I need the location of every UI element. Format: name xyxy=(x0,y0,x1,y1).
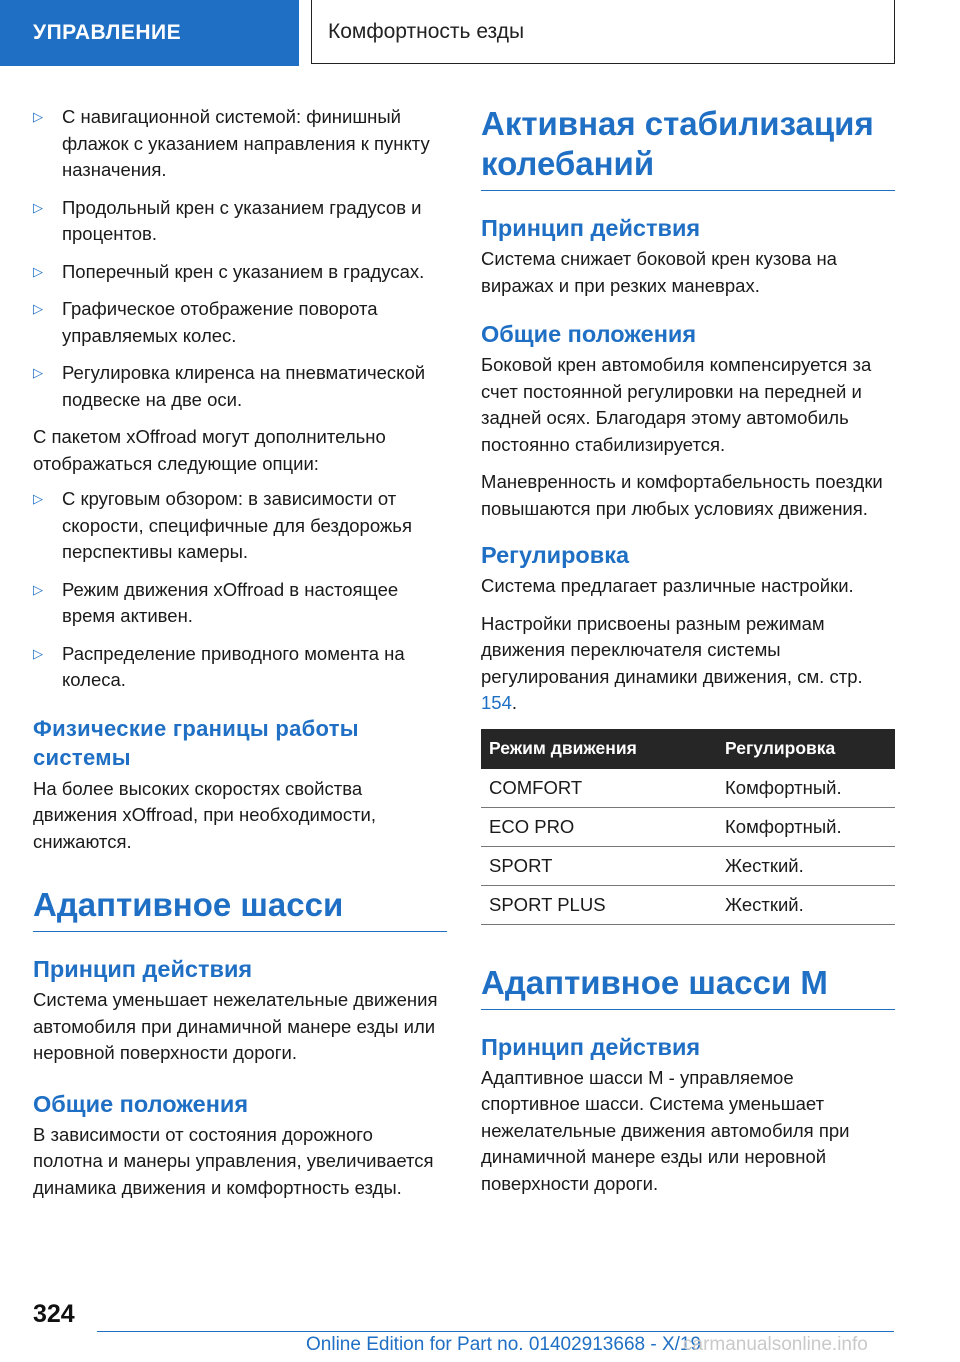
bullet-triangle-icon: ▷ xyxy=(33,109,43,124)
principle-heading: Принцип действия xyxy=(481,215,701,241)
section-tab: УПРАВЛЕНИЕ xyxy=(0,0,299,66)
bullet-triangle-icon: ▷ xyxy=(33,491,43,506)
bullet-triangle-icon: ▷ xyxy=(33,645,43,661)
table-row xyxy=(481,807,895,846)
general-text-2: Маневренность и комфортабельность поездки повышаются при любых условиях движения. xyxy=(481,471,883,519)
page-reference-link[interactable]: 154 xyxy=(481,692,512,713)
watermark: carmanualsonline.info xyxy=(683,1334,868,1355)
list-item: ▷ Графическое отображение поворота управляемых колес. xyxy=(33,298,378,346)
table-row xyxy=(481,885,895,924)
m-principle-heading: Принцип действия xyxy=(481,1033,701,1060)
table-header-row xyxy=(481,729,895,769)
regulation-text-1: Система предлагает различные настройки. xyxy=(481,575,854,596)
table-cell: Комфортный. xyxy=(717,807,895,846)
stabilization-heading: Активная стабилизация колебаний xyxy=(481,104,895,191)
xoffroad-intro: С пакетом xOffroad могут дополнительно отображаться следующие опции: xyxy=(33,426,386,474)
table-cell: Жесткий. xyxy=(717,885,895,924)
general-heading: Общие положения xyxy=(481,321,697,347)
table-cell: SPORT xyxy=(481,846,717,885)
table-row xyxy=(481,769,895,808)
edition-note: Online Edition for Part no. 01402913668 - X/19 xyxy=(306,1334,702,1355)
column-header: Регулировка xyxy=(717,729,895,769)
list-item: ▷ С навигационной системой: финишный флажок с указанием направления к пункту назначения. xyxy=(33,106,430,180)
table-cell: Комфортный. xyxy=(717,769,895,808)
list-item: ▷ С круговым обзором: в зависимости от скорости, специфичные для бездорожья перспективы камеры. xyxy=(33,488,412,562)
principle-text: Система уменьшает нежелательные движения автомобиля при динамичной манере езды или неровной поверхности дороги. xyxy=(33,989,438,1063)
page-number: 324 xyxy=(33,1300,75,1328)
limits-heading: Физические границы работы системы xyxy=(33,715,359,770)
table-cell: ECO PRO xyxy=(481,807,717,846)
table-row xyxy=(481,846,895,885)
list-item: ▷ Регулировка клиренса на пневматической подвеске на две оси. xyxy=(33,362,426,410)
general-text: В зависимости от состояния дорожного полотна и манеры управления, увеличивается динамика движения и комфортность езды. xyxy=(33,1123,434,1198)
footer-divider xyxy=(97,1331,894,1332)
bullet-triangle-icon: ▷ xyxy=(33,581,43,597)
driving-modes-table xyxy=(481,729,895,925)
adaptive-chassis-m-heading: Адаптивное шасси M xyxy=(481,963,895,1010)
principle-heading: Принцип действия xyxy=(33,956,253,982)
general-heading: Общие положения xyxy=(33,1090,249,1117)
right-column xyxy=(481,104,895,1208)
chapter-title: Комфортность езды xyxy=(311,0,895,64)
table-cell: COMFORT xyxy=(481,769,717,808)
table-cell: Жесткий. xyxy=(717,846,895,885)
regulation-heading: Регулировка xyxy=(481,542,630,568)
left-column xyxy=(33,104,447,1212)
bullet-triangle-icon: ▷ xyxy=(33,263,43,279)
list-item: ▷ Режим движения xOffroad в настоящее время активен. xyxy=(33,578,399,626)
m-principle-text: Адаптивное шасси M - управляемое спортивное шасси. Система уменьшает нежелательные движения автомобиля при динамичной манере езды или неровной поверхности дороги. xyxy=(481,1066,850,1194)
bullet-triangle-icon: ▷ xyxy=(33,301,43,316)
general-text-1: Боковой крен автомобиля компенсируется за счет постоянной регулировки на передней и задней осях. Благодаря этому автомобиль постоянно стабилизируется. xyxy=(481,354,872,455)
list-item: ▷ Поперечный крен с указанием в градусах. xyxy=(33,259,447,286)
table-cell: SPORT PLUS xyxy=(481,885,717,924)
list-item: ▷ Продольный крен с указанием градусов и процентов. xyxy=(33,196,422,244)
adaptive-chassis-heading: Адаптивное шасси xyxy=(33,885,447,932)
principle-text: Система снижает боковой крен кузова на виражах и при резких маневрах. xyxy=(481,248,837,296)
list-item: ▷ Распределение приводного момента на колеса. xyxy=(33,642,405,690)
regulation-text-2: Настройки присвоены разным режимам движения переключателя системы регулирования динамики движения, см. стр. 154. xyxy=(481,612,863,713)
column-header: Режим движения xyxy=(481,729,717,769)
bullet-triangle-icon: ▷ xyxy=(33,365,43,380)
limits-text: На более высоких скоростях свойства движения xOffroad, при необходимости, снижаются. xyxy=(33,777,377,852)
bullet-triangle-icon: ▷ xyxy=(33,199,43,215)
page-header xyxy=(0,0,960,66)
